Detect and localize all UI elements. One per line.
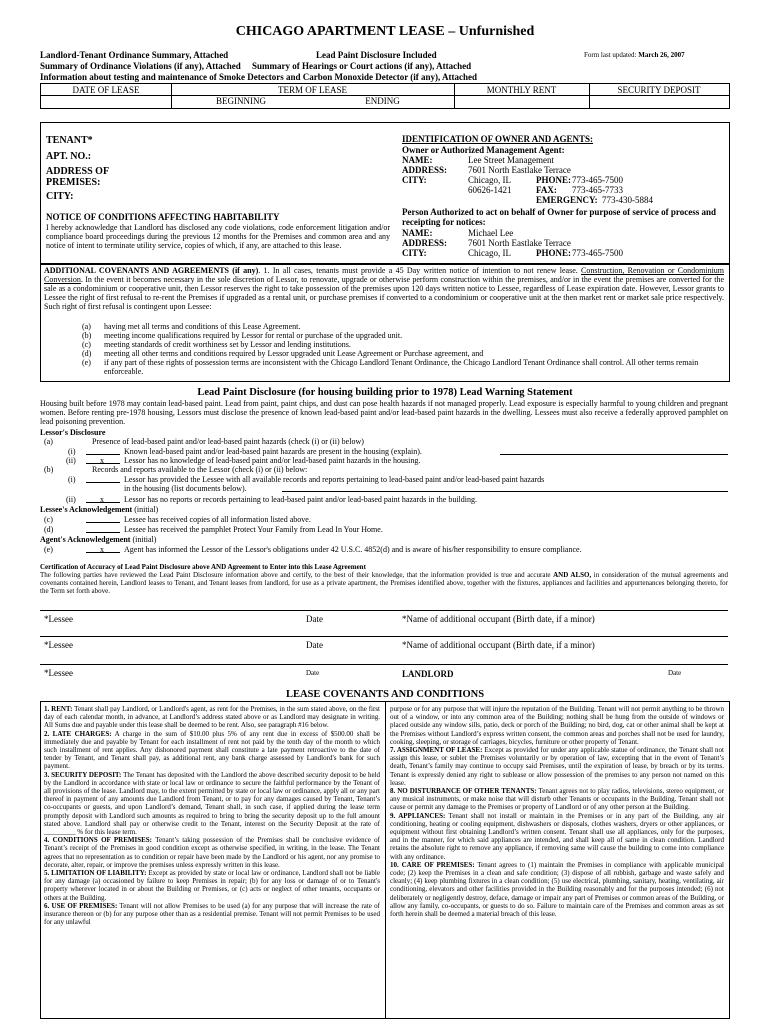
covenant-6: 6. USE OF PREMISES: Tenant will not allow Premises to be used (a) for any purpose that will increase the rate of insurance thereon or (b) for any purpose other than as a residential premise. Tenant will not permit Premises to be used for any unlawful bbox=[44, 901, 380, 927]
item-a-text: Presence of lead-based paint and/or lead-based paint hazards (check (i) or (ii) below) bbox=[92, 437, 364, 446]
tenant-label: TENANT* bbox=[46, 135, 93, 146]
covenants-heading: LEASE COVENANTS AND CONDITIONS bbox=[285, 689, 485, 700]
list-item: (c) meeting standards of credit worthiness set by Lessor and lending institutions. bbox=[82, 340, 351, 349]
owner-zip: 60626-1421 bbox=[468, 185, 512, 195]
item-d-label: (d) bbox=[44, 525, 54, 534]
emergency-label: EMERGENCY: bbox=[536, 195, 598, 205]
owner-address: 7601 North Eastlake Terrace bbox=[468, 165, 571, 175]
lessee-ack-heading: Lessee's Acknowledgement (initial) bbox=[40, 505, 159, 514]
owner-fax: 773-465-7733 bbox=[572, 185, 623, 195]
habitability-text: I hereby acknowledge that Landlord has disclosed any code violations, code enforcement litigation and/or compliance board proceedings during the previous 12 months for the Premises and common area and any notice of intent to terminate utility service, copies of which, if any, are attached to this lease. bbox=[46, 223, 390, 250]
lessee-date-2[interactable]: Date bbox=[306, 640, 323, 650]
conversion-heading: Construction, Renovation or Condominium Conversion bbox=[44, 266, 725, 284]
item-a-label: (a) bbox=[44, 437, 53, 446]
item-a-ii-label: (ii) bbox=[66, 456, 76, 465]
form-updated bbox=[584, 51, 685, 59]
attachment-lead-paint: Lead Paint Disclosure Included bbox=[316, 50, 437, 60]
emergency-phone: 773-430-5884 bbox=[602, 195, 653, 205]
item-a-i-text: Known lead-based paint and/or lead-based paint hazards are present in the housing (explain). bbox=[124, 447, 422, 456]
apt-no-label: APT. NO.: bbox=[46, 151, 92, 162]
agent-address: 7601 North Eastlake Terrace bbox=[468, 238, 571, 248]
covenant-10: 10. CARE OF PREMISES: Tenant agrees to (1) maintain the Premises in compliance with applicable municipal code; (2) keep the Premises in a clean and safe condition; (3) dispose of all rubbish, garbage and waste safely and cleanly; (4) keep plumbing fixtures in a clean condition; (5) use electrical, plumbing, sanitary, heating, ventilating, air conditioning, elevators and other facilities provided in the Building reasonably and for the purposes intended; (6) not deliberately or negligently destroy, deface, damage or impair any part of Premises or common areas of the Building, or allow any family, co-occupants, or guests to do so. Failure to maintain care of the Premises and common areas as set forth herein shall be deemed a material breach of this lease. bbox=[390, 860, 724, 919]
attachment-violations: Summary of Ordinance Violations (if any), Attached Summary of Hearings or Court actions (if any), Attached bbox=[40, 61, 472, 71]
city-label: CITY: bbox=[46, 191, 74, 202]
additional-covenants-heading: ADDITIONAL COVENANTS AND AGREEMENTS (if any) bbox=[44, 266, 259, 275]
security-deposit-header: SECURITY DEPOSIT bbox=[617, 85, 701, 95]
page-title: CHICAGO APARTMENT LEASE – Unfurnished bbox=[235, 24, 535, 39]
covenant-2: 2. LATE CHARGES: A charge in the sum of $10.00 plus 5% of any rent due in excess of $500.00 shall be immediately due and payable by Tenant for each installment of rent not paid by the tenth day of the month to which such installment of rent applies. Any dishonored payment shall constitute a late payment retroactive to the date of tender by Tenant, and Tenant shall pay, as additional rent, any bank charge assessed by Landlord's bank for such payment. bbox=[44, 729, 381, 771]
agent-name: Michael Lee bbox=[468, 228, 514, 238]
agent-phone-label: PHONE: bbox=[536, 248, 571, 258]
covenants-right-column bbox=[390, 705, 724, 918]
owner-phone: 773-465-7500 bbox=[572, 175, 623, 185]
lessee-date-1[interactable]: Date bbox=[306, 614, 323, 624]
covenant-8: 8. NO DISTURBANCE OF OTHER TENANTS: Tenant agrees not to play radios, televisions, stereo equipment, or any musical instruments, or make noise that will disturb other Tenants or occupants in the Building. Tenant shall not cause or permit any damage to the Premises or property of Landlord or of any other person at the Building. bbox=[390, 787, 725, 812]
owner-phone-label: PHONE: bbox=[536, 175, 571, 185]
list-item: (a) having met all terms and conditions of this Lease Agreement. bbox=[82, 322, 301, 331]
owner-address-row bbox=[402, 165, 722, 175]
lessee-signature-1[interactable]: *Lessee bbox=[44, 614, 73, 624]
item-d-text: Lessee has received the pamphlet Protect Your Family from Lead In Your Home. bbox=[124, 525, 383, 534]
item-b-i-label: (i) bbox=[68, 475, 76, 484]
item-c-label: (c) bbox=[44, 515, 53, 524]
certification-text: The following parties have reviewed the Lead Paint Disclosure information above and certify, to the best of their knowledge, that the information provided is true and accurate AND ALSO, in consideration of the mutual agreements and covenants contained herein, Landlord leases to Tenant, and Tenant leases from landlord, for use as a private apartment, the Premises identified above, together with the fixtures, appliances and facilities and appurtenances belonging thereto, for the Term set forth above. bbox=[40, 571, 729, 596]
lead-heading: Lead Paint Disclosure (for housing building prior to 1978) Lead Warning Statement bbox=[197, 387, 573, 398]
lessee-signature-2[interactable]: *Lessee bbox=[44, 640, 73, 650]
owner-sub: Owner or Authorized Management Agent: bbox=[402, 145, 565, 155]
item-c-text: Lessee has received copies of all information listed above. bbox=[124, 515, 311, 524]
owner-address-label: ADDRESS: bbox=[402, 165, 448, 175]
check-mark: x bbox=[100, 456, 104, 465]
lead-intro: Housing built before 1978 may contain lead-based paint. Lead from paint, paint chips, and dust can pose health hazards if not managed properly. Lead exposure is especially harmful to young children and pregnant women. Before renting pre-1978 housing, Lessors must disclose the presence of known lead-based paint and/or lead-based paint hazards in the dwelling. Lessees must also receive a federally approved pamphlet on lead poisoning prevention. bbox=[40, 399, 728, 426]
additional-items bbox=[82, 322, 722, 376]
item-a-ii-text: Lessor has no knowledge of lead-based paint and/or lead-based paint hazards in the housing. bbox=[124, 456, 421, 465]
lessee-date-3[interactable]: Date bbox=[306, 669, 320, 677]
lessee-signature-3[interactable]: *Lessee bbox=[44, 668, 73, 678]
additional-body: . In the event it becomes necessary in the sole discretion of Lessor, to renovate, upgrade or otherwise perform construction within the premises, and/or in the event the premises are converted for the sale as a condominium or cooperative unit, then Lessor reserves the right to take possession of the premises upon 120 days written notice to Lessee, regardless of Lease expiration date. However, Lessor grants to Lessee the right of first refusal to re-rent the Premises if upgraded as a rental unit, or purchase premises if converted to a condominium or cooperative unit at the then market rent or market sale price respectively. Such right of first refusal is contingent upon Lessee: bbox=[44, 275, 724, 311]
list-item: (e) if any part of these rights of possession terms are inconsistent with the Chicago Landlord Tenant Ordinance, the Chicago Landlord Tenant Ordinance shall control. All other terms remain enforceable. bbox=[82, 358, 699, 376]
agent-name-row bbox=[402, 228, 722, 238]
date-of-lease-header: DATE OF LEASE bbox=[72, 85, 140, 95]
form-updated-label: Form last updated: bbox=[584, 51, 637, 59]
owner-fax-label: FAX: bbox=[536, 185, 557, 195]
covenant-5: 5. LIMITATION OF LIABILITY: Except as provided by state or local law or ordinance, Landlord shall not be liable for any damage (a) occasioned by failure to keep Premises in repair; (b) for any loss or damage of or to Tenant's property wherever located in or about the Building or Premises, or (c) acts or neglect of other tenants, occupants or others at the Building. bbox=[44, 869, 380, 902]
agent-city-label: CITY: bbox=[402, 248, 427, 258]
agent-heading: Person Authorized to act on behalf of Owner for purpose of service of process and receipting for notices: bbox=[402, 207, 716, 227]
habitability-heading: NOTICE OF CONDITIONS AFFECTING HABITABILITY bbox=[46, 212, 280, 222]
monthly-rent-header: MONTHLY RENT bbox=[486, 85, 557, 95]
covenant-3: 3. SECURITY DEPOSIT: The Tenant has deposited with the Landlord the above described security deposit to be held by the Landlord in accordance with state or local law or ordinance to secure the faithful performance by the Tenant of all provisions of the lease. Landlord may, to the extent permitted by state or local law or ordinance, apply all or any part thereof in payment of any amounts due Landlord from Tenant, or to pay for any damages caused by Tenant, Tenant’s co-occupants or guests, and upon Landlord’s demand, Tenant shall, in such case, if applied during the lease term promptly deposit with Landlord such amounts as required to bring to bring the security deposit up to the full amount stated above. Landlord shall pay or otherwise credit to the Tenant, interest on the Security Deposit at the rate of _________ % for this lease term. bbox=[44, 770, 380, 837]
covenant-6-cont: purpose or for any purpose that will injure the reputation of the Building. Tenant will not permit anything to be thrown out of a window, or into any common area of the Building; nothing shall be hung from the outside of windows or placed outside any window sills, patio, deck or porch of the Building; no bird, dog, cat or other animal shall be kept at the Premises without Landlord’s express written consent, the common areas and porches shall not be used for laundry, cooking, sleeping, or storage of carriages, bicycles, furniture or other property of Tenant. bbox=[390, 705, 724, 746]
covenant-9: 9. APPLIANCES: Tenant shall not install or maintain in the Premises or in any part of the Building, any air conditioning, heating or cooling equipment, dishwashers or disposals, clothes washers, dryers or other appliances, or equipment without first obtaining Landlord’s written consent. Tenant shall use all appliances, only for the purposes, and in the manner, for which said appliances are intended, and shall keep all of same in clean condition. Landlord retains the absolute right to remove any appliance, if removing same will cause the building to come into compliance with any ordinance. bbox=[390, 811, 724, 861]
item-a-i-label: (i) bbox=[68, 447, 76, 456]
covenant-1: 1. RENT: Tenant shall pay Landlord, or Landlord's agent, as rent for the Premises, in the sum stated above, on the first day of each calendar month, in advance, at Landlord’s address stated above or as Landlord may designate in writing. All Sums due and payable under this lease shall be deemed to be rent. Also, see paragraph #16 below. bbox=[44, 705, 380, 730]
lease-terms-table bbox=[40, 83, 730, 109]
owner-name: Lee Street Management bbox=[468, 155, 554, 165]
check-mark: x bbox=[100, 495, 104, 504]
attachment-smoke-detectors: Information about testing and maintenance of Smoke Detectors and Carbon Monoxide Detector (if any), Attached bbox=[40, 72, 478, 82]
item-b-i-text2: in the housing (list documents below). bbox=[124, 484, 247, 493]
owner-heading: IDENTIFICATION OF OWNER AND AGENTS: bbox=[402, 134, 594, 144]
attachment-ordinance-summary: Landlord-Tenant Ordinance Summary, Attached bbox=[40, 50, 229, 60]
agent-ack-heading: Agent's Acknowledgement (initial) bbox=[40, 535, 157, 544]
item-b-ii-label: (ii) bbox=[66, 495, 76, 504]
term-of-lease-header: TERM OF LEASE bbox=[277, 85, 347, 95]
landlord-date[interactable]: Date bbox=[668, 669, 682, 677]
owner-name-label: NAME: bbox=[402, 155, 433, 165]
owner-name-row bbox=[402, 155, 722, 165]
ending-header: ENDING bbox=[365, 96, 400, 106]
item-b-i-text: Lessor has provided the Lessee with all available records and reports pertaining to lead-based paint and/or lead-based paint hazards bbox=[124, 475, 545, 484]
lessor-disclosure-heading: Lessor's Disclosure bbox=[40, 428, 106, 437]
additional-covenants-text bbox=[44, 266, 724, 311]
beginning-header: BEGINNING bbox=[216, 96, 266, 106]
form-updated-date: March 26, 2007 bbox=[638, 51, 685, 59]
occupant-2[interactable]: *Name of additional occupant (Birth date, if a minor) bbox=[402, 640, 595, 650]
covenant-4: 4. CONDITIONS OF PREMISES: Tenant’s taking possession of the Premises shall be conclusive evidence of Tenant’s receipt of the Premises in good condition except as otherwise specified, in writing, in the lease. The Tenant agrees that no representation as to condition or repair have been made by the Landlord or his agent, nor any promise to decorate, alter, repair, or improve the premises unless expressly written in this lease. bbox=[44, 836, 381, 869]
item-e-label: (e) bbox=[44, 545, 53, 554]
agent-name-label: NAME: bbox=[402, 228, 433, 238]
agent-address-row bbox=[402, 238, 722, 248]
item-b-text: Records and reports available to the Lessor (check (i) or (ii) below: bbox=[92, 465, 308, 474]
list-item: (d) meeting all other terms and conditions required by Lessor upgraded unit Lease Agreement or Purchase agreement, and bbox=[82, 349, 484, 358]
certification-heading: Certification of Accuracy of Lead Paint Disclosure above AND Agreement to Enter into this Lease Agreement bbox=[40, 563, 366, 571]
premises-label: PREMISES: bbox=[46, 177, 101, 188]
agent-city: Chicago, IL bbox=[468, 248, 511, 258]
check-mark: x bbox=[100, 545, 104, 554]
covenants-left-column bbox=[44, 705, 380, 926]
item-b-label: (b) bbox=[44, 465, 54, 474]
agent-address-label: ADDRESS: bbox=[402, 238, 448, 248]
landlord-signature[interactable]: LANDLORD bbox=[402, 669, 454, 679]
address-label: ADDRESS OF bbox=[46, 166, 110, 177]
additional-intro: . 1. In all cases, tenants must provide a 45 Day written notice of intention to not renew lease. bbox=[258, 266, 578, 275]
item-e-text: Agent has informed the Lessor of the Lessor's obligations under 42 U.S.C. 4852(d) and is aware of his/her responsibility to ensure compliance. bbox=[124, 545, 582, 554]
owner-city-row bbox=[402, 175, 722, 185]
owner-city-label: CITY: bbox=[402, 175, 427, 185]
occupant-1[interactable]: *Name of additional occupant (Birth date, if a minor) bbox=[402, 614, 595, 624]
agent-city-row bbox=[402, 248, 722, 258]
covenant-7: 7. ASSIGNMENT OF LEASE: Except as provided for under any applicable statue of ordinance, the Tenant shall not assign this lease, or sublet the Premises voluntarily or by operation of law, excepting that in the event of Tenant’s death, Tenant’s family may continue to occupy said Premises, until the expiration of lease, by breach or by its terms. Tenant is expressly denied any right to sublease or allow possession of the premises to any person not named on this lease. bbox=[390, 746, 724, 787]
agent-phone: 773-465-7500 bbox=[572, 248, 623, 258]
list-item: (b) meeting income qualifications required by Lessor for rental or purchase of the upgraded unit. bbox=[82, 331, 403, 340]
item-b-ii-text: Lessor has no reports or records pertaining to lead-based paint and/or lead-based paint hazards in the building. bbox=[124, 495, 477, 504]
owner-city: Chicago, IL bbox=[468, 175, 511, 185]
